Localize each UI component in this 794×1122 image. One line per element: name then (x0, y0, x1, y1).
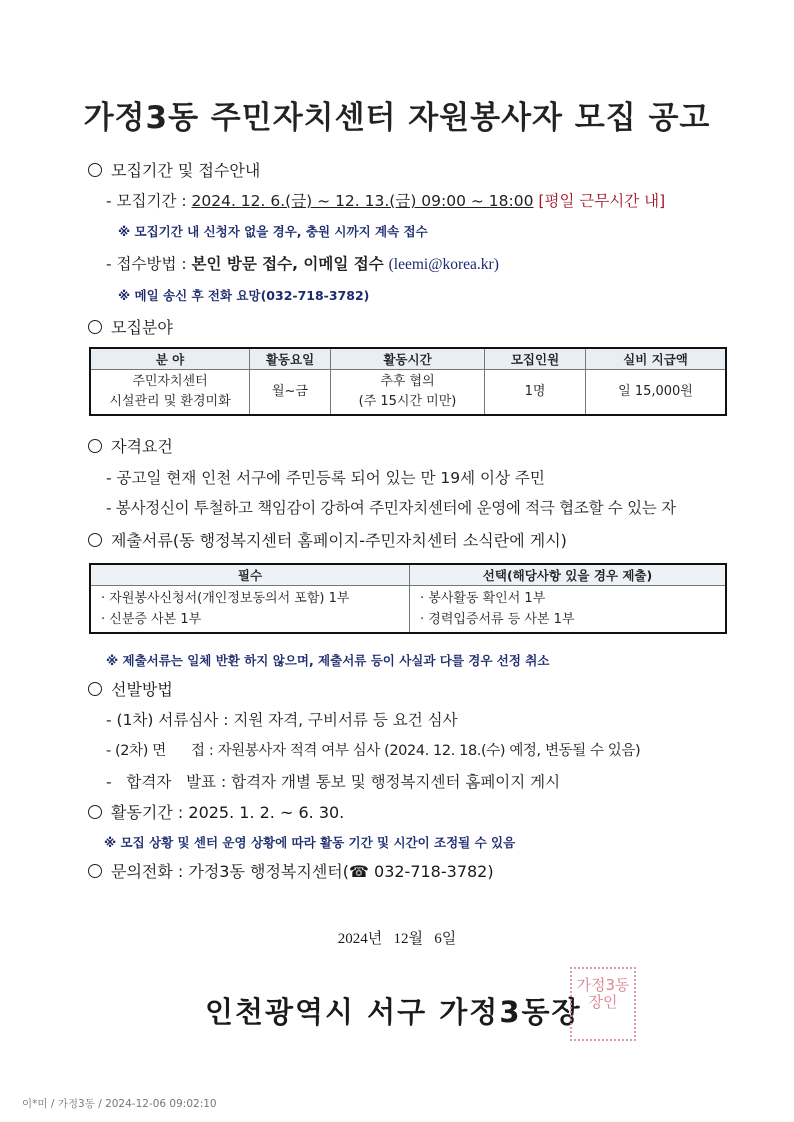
table-header: 실비 지급액 (586, 348, 727, 370)
period-line (106, 189, 665, 211)
issuer-name: 인천광역시 서구 가정3동장 (205, 995, 582, 1029)
section-heading: 모집기간 및 접수안내 (111, 161, 261, 180)
document-footer-metadata: 이*미 / 가정3동 / 2024-12-06 09:02:10 (22, 1098, 217, 1110)
selection-item: - 합격자 발표 : 합격자 개별 통보 및 행정복지센터 홈페이지 게시 (106, 773, 561, 791)
table-header: 모집인원 (485, 348, 586, 370)
section-contact (88, 859, 494, 882)
time-cell: 추후 협의 (주 15시간 미만) (331, 370, 485, 416)
table-header: 선택(해당사항 있을 경우 제출) (410, 564, 727, 586)
circle-bullet-icon (88, 864, 102, 878)
page-title: 가정3동 주민자치센터 자원봉사자 모집 공고 (83, 100, 711, 136)
table-row (90, 586, 726, 634)
method-value: 본인 방문 접수, 이메일 접수 (191, 255, 384, 273)
method-note: ※ 메일 송신 후 전화 요망(032-718-3782) (118, 288, 370, 303)
section-recruitment-period (88, 158, 260, 181)
circle-bullet-icon (88, 533, 102, 547)
pay-cell: 일 15,000원 (586, 370, 727, 416)
period-value: 2024. 12. 6.(금) ~ 12. 13.(금) 09:00 ~ 18:00 (191, 192, 534, 210)
method-label: - 접수방법 : (106, 255, 187, 273)
section-documents (88, 528, 567, 551)
section-recruitment-field (88, 315, 173, 338)
table-header: 필수 (90, 564, 410, 586)
circle-bullet-icon (88, 439, 102, 453)
circle-bullet-icon (88, 805, 102, 819)
recruitment-field-table (89, 347, 727, 416)
section-heading: 모집분야 (111, 318, 173, 337)
required-docs-cell: · 자원봉사신청서(개인정보동의서 포함) 1부 · 신분증 사본 1부 (90, 586, 410, 634)
method-email: (leemi@korea.kr) (388, 256, 499, 273)
documents-table (89, 563, 727, 634)
selection-item: - (2차) 면 접 : 자원봉사자 적격 여부 심사 (2024. 12. 18.(수) 예정, 변동될 수 있음) (106, 743, 641, 759)
table-header: 활동요일 (250, 348, 331, 370)
section-selection-method (88, 677, 173, 700)
period-label: - 모집기간 : (106, 192, 187, 210)
section-activity-period (88, 800, 344, 823)
table-header: 분 야 (90, 348, 250, 370)
table-header: 활동시간 (331, 348, 485, 370)
official-seal-stamp: 가정3동장인 (570, 967, 636, 1041)
issue-date: 2024년 12월 6일 (337, 931, 457, 947)
section-heading: 활동기간 : 2025. 1. 2. ~ 6. 30. (111, 803, 345, 822)
qualification-item: - 봉사정신이 투철하고 책임감이 강하여 주민자치센터에 운영에 적극 협조할 수 있는 자 (106, 499, 676, 517)
method-line (106, 252, 499, 274)
period-note: ※ 모집기간 내 신청자 없을 경우, 충원 시까지 계속 접수 (118, 224, 428, 239)
documents-note: ※ 제출서류는 일체 반환 하지 않으며, 제출서류 등이 사실과 다를 경우 선정 취소 (106, 653, 550, 668)
table-row (90, 370, 726, 416)
circle-bullet-icon (88, 163, 102, 177)
contact-info: 문의전화 : 가정3동 행정복지센터(☎ 032-718-3782) (111, 862, 494, 881)
section-qualifications (88, 434, 173, 457)
section-heading: 자격요건 (111, 437, 173, 456)
circle-bullet-icon (88, 320, 102, 334)
section-heading: 제출서류(동 행정복지센터 홈페이지-주민자치센터 소식란에 게시) (111, 531, 567, 550)
activity-note: ※ 모집 상황 및 센터 운영 상황에 따라 활동 기간 및 시간이 조정될 수 있음 (104, 835, 516, 850)
qualification-item: - 공고일 현재 인천 서구에 주민등록 되어 있는 만 19세 이상 주민 (106, 469, 545, 487)
circle-bullet-icon (88, 682, 102, 696)
field-cell: 주민자치센터 시설관리 및 환경미화 (90, 370, 250, 416)
count-cell: 1명 (485, 370, 586, 416)
days-cell: 월~금 (250, 370, 331, 416)
optional-docs-cell: · 봉사활동 확인서 1부 · 경력입증서류 등 사본 1부 (410, 586, 727, 634)
period-note-red: [평일 근무시간 내] (538, 192, 666, 210)
section-heading: 선발방법 (111, 680, 173, 699)
selection-item: - (1차) 서류심사 : 지원 자격, 구비서류 등 요건 심사 (106, 711, 458, 729)
